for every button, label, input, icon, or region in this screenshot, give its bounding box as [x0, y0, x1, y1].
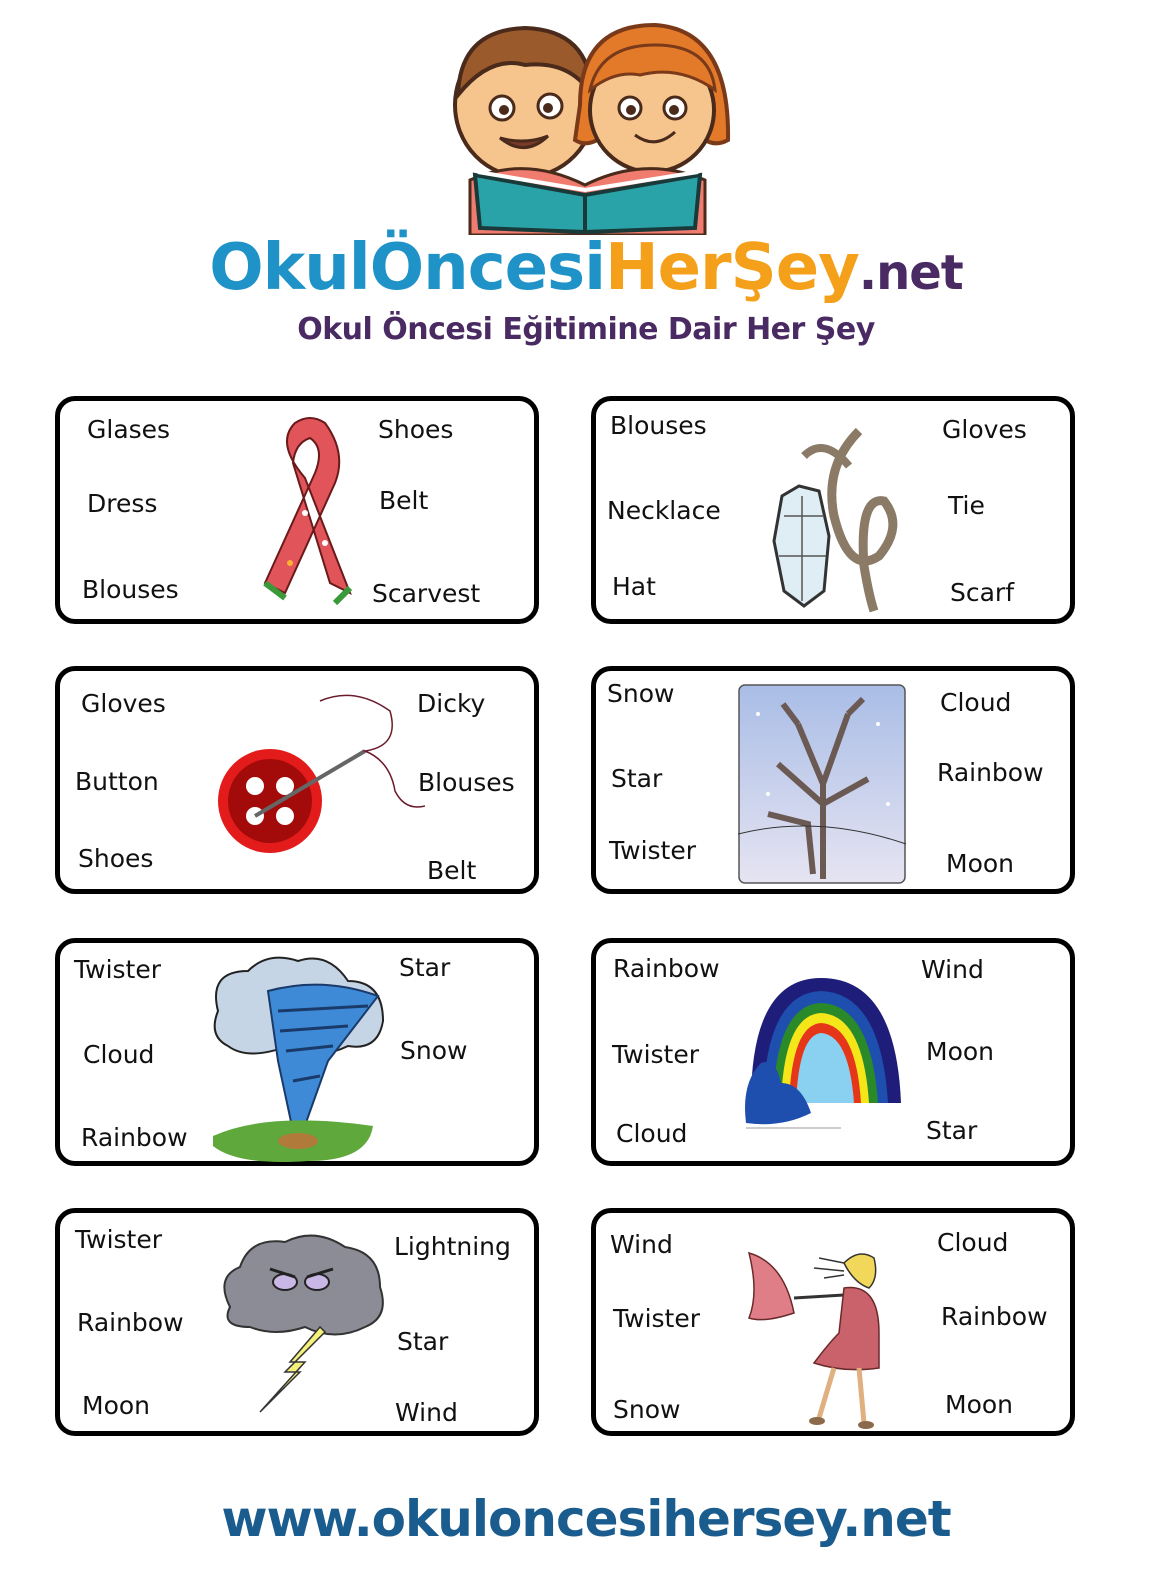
word-card-wind: [591, 1208, 1075, 1436]
card-word[interactable]: Wind: [395, 1398, 458, 1427]
brand-part-net: .net: [858, 245, 963, 301]
card-word[interactable]: Cloud: [83, 1040, 155, 1069]
card-word[interactable]: Glases: [87, 415, 171, 444]
card-word[interactable]: Dress: [87, 489, 158, 518]
card-word[interactable]: Star: [399, 953, 451, 982]
card-word[interactable]: Button: [75, 767, 159, 796]
card-word[interactable]: Blouses: [82, 575, 179, 604]
card-word[interactable]: Blouses: [418, 768, 515, 797]
card-word[interactable]: Snow: [400, 1036, 468, 1065]
card-word[interactable]: Wind: [921, 955, 984, 984]
word-card-twister: [55, 938, 539, 1166]
card-word[interactable]: Twister: [613, 1304, 701, 1333]
card-word[interactable]: Dicky: [417, 689, 486, 718]
scarf-icon: [255, 413, 365, 613]
card-word[interactable]: Star: [611, 764, 663, 793]
card-word[interactable]: Moon: [945, 1390, 1014, 1419]
card-word[interactable]: Belt: [427, 856, 477, 885]
card-word[interactable]: Rainbow: [941, 1302, 1048, 1331]
site-brand-logo: [0, 228, 1172, 313]
brand-part-okuloncesi: OkulÖncesi: [209, 231, 606, 305]
card-word[interactable]: Cloud: [940, 688, 1012, 717]
button-needle-icon: [215, 691, 425, 866]
tagline: Okul Öncesi Eğitimine Dair Her Şey: [297, 312, 875, 347]
card-word[interactable]: Twister: [612, 1040, 700, 1069]
brand-part-hersey: HerŞey: [605, 231, 859, 305]
card-word[interactable]: Moon: [946, 849, 1015, 878]
card-word[interactable]: Snow: [607, 679, 675, 708]
card-word[interactable]: Tie: [948, 491, 985, 520]
card-word[interactable]: Rainbow: [613, 954, 720, 983]
card-word[interactable]: Belt: [379, 486, 429, 515]
card-word[interactable]: Shoes: [378, 415, 454, 444]
card-word[interactable]: Scarvest: [372, 579, 481, 608]
word-card-rainbow: [591, 938, 1075, 1166]
snowy-tree-icon: [738, 684, 908, 884]
card-word[interactable]: Twister: [74, 955, 162, 984]
card-word[interactable]: Snow: [613, 1395, 681, 1424]
website-url[interactable]: www.okuloncesihersey.net: [221, 1490, 951, 1548]
rainbow-icon: [741, 973, 911, 1143]
card-word[interactable]: Moon: [82, 1391, 151, 1420]
card-word[interactable]: Twister: [609, 836, 697, 865]
card-word[interactable]: Gloves: [942, 415, 1027, 444]
card-word[interactable]: Star: [926, 1116, 978, 1145]
card-word[interactable]: Shoes: [78, 844, 154, 873]
card-word[interactable]: Rainbow: [81, 1123, 188, 1152]
necklace-icon: [764, 426, 914, 616]
card-word[interactable]: Rainbow: [77, 1308, 184, 1337]
word-card-lightning: [55, 1208, 539, 1436]
card-word[interactable]: Rainbow: [937, 758, 1044, 787]
card-word[interactable]: Twister: [75, 1225, 163, 1254]
card-word[interactable]: Star: [397, 1327, 449, 1356]
word-card-scarf: [55, 396, 539, 624]
card-word[interactable]: Hat: [612, 572, 656, 601]
kids-reading-book-icon: [430, 10, 740, 235]
card-word[interactable]: Blouses: [610, 411, 707, 440]
card-word[interactable]: Scarf: [950, 578, 1015, 607]
word-card-button: [55, 666, 539, 894]
windy-woman-umbrella-icon: [744, 1243, 904, 1433]
word-card-snow: [591, 666, 1075, 894]
tornado-icon: [208, 951, 388, 1166]
card-word[interactable]: Gloves: [81, 689, 166, 718]
card-word[interactable]: Lightning: [394, 1232, 511, 1261]
card-word[interactable]: Necklace: [607, 496, 721, 525]
card-word[interactable]: Wind: [610, 1230, 673, 1259]
card-word[interactable]: Cloud: [616, 1119, 688, 1148]
card-word[interactable]: Moon: [926, 1037, 995, 1066]
card-word[interactable]: Cloud: [937, 1228, 1009, 1257]
storm-cloud-lightning-icon: [215, 1227, 390, 1422]
word-card-necklace: [591, 396, 1075, 624]
